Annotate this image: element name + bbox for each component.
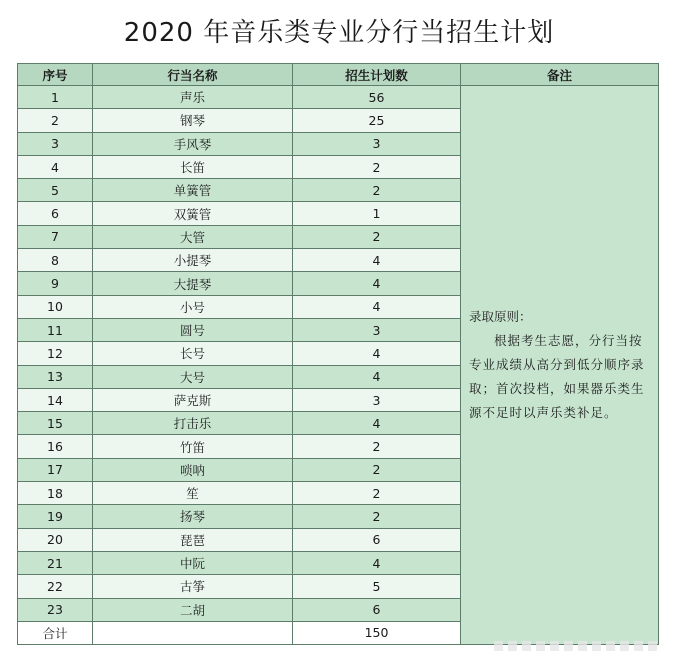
row-category-name: 打击乐 [93, 412, 293, 435]
row-plan-count: 2 [293, 225, 461, 248]
row-serial: 18 [18, 482, 93, 505]
row-plan-count: 3 [293, 388, 461, 411]
enrollment-plan-table [17, 63, 659, 645]
row-plan-count: 4 [293, 295, 461, 318]
row-serial: 20 [18, 528, 93, 551]
row-category-name: 小号 [93, 295, 293, 318]
row-serial: 14 [18, 388, 93, 411]
row-serial: 8 [18, 249, 93, 272]
table-row [18, 86, 659, 109]
row-category-name: 扬琴 [93, 505, 293, 528]
row-serial: 19 [18, 505, 93, 528]
row-category-name: 竹笛 [93, 435, 293, 458]
row-serial: 4 [18, 155, 93, 178]
row-plan-count: 4 [293, 365, 461, 388]
row-category-name: 大提琴 [93, 272, 293, 295]
row-plan-count: 2 [293, 435, 461, 458]
row-serial: 15 [18, 412, 93, 435]
row-plan-count: 25 [293, 109, 461, 132]
row-category-name: 长笛 [93, 155, 293, 178]
row-plan-count: 3 [293, 318, 461, 341]
row-serial: 7 [18, 225, 93, 248]
row-plan-count: 2 [293, 155, 461, 178]
row-plan-count: 3 [293, 132, 461, 155]
row-category-name: 单簧管 [93, 179, 293, 202]
row-plan-count: 2 [293, 482, 461, 505]
header-serial: 序号 [18, 64, 93, 86]
row-category-name: 圆号 [93, 318, 293, 341]
row-serial: 2 [18, 109, 93, 132]
row-serial: 22 [18, 575, 93, 598]
row-plan-count: 4 [293, 342, 461, 365]
row-category-name: 声乐 [93, 86, 293, 109]
row-serial: 17 [18, 458, 93, 481]
row-category-name: 萨克斯 [93, 388, 293, 411]
header-remarks: 备注 [461, 64, 659, 86]
row-category-name: 琵琶 [93, 528, 293, 551]
row-category-name: 唢呐 [93, 458, 293, 481]
row-plan-count: 6 [293, 528, 461, 551]
row-category-name: 钢琴 [93, 109, 293, 132]
table-header-row [18, 64, 659, 86]
row-serial: 12 [18, 342, 93, 365]
row-serial: 16 [18, 435, 93, 458]
row-serial: 1 [18, 86, 93, 109]
row-plan-count: 6 [293, 598, 461, 621]
row-plan-count: 4 [293, 551, 461, 574]
page-title: 2020 年音乐类专业分行当招生计划 [123, 18, 555, 48]
row-category-name: 大号 [93, 365, 293, 388]
row-serial: 13 [18, 365, 93, 388]
watermark [494, 641, 660, 651]
header-category-name: 行当名称 [93, 64, 293, 86]
row-serial: 10 [18, 295, 93, 318]
row-category-name: 中阮 [93, 551, 293, 574]
row-plan-count: 2 [293, 505, 461, 528]
row-serial: 11 [18, 318, 93, 341]
total-count: 150 [293, 621, 461, 644]
table-body [18, 86, 659, 645]
row-category-name: 二胡 [93, 598, 293, 621]
row-category-name: 双簧管 [93, 202, 293, 225]
remarks-heading: 录取原则： [469, 309, 532, 325]
row-plan-count: 2 [293, 458, 461, 481]
row-plan-count: 4 [293, 249, 461, 272]
row-category-name: 古筝 [93, 575, 293, 598]
row-plan-count: 4 [293, 412, 461, 435]
total-name [93, 621, 293, 644]
row-plan-count: 56 [293, 86, 461, 109]
row-category-name: 手风琴 [93, 132, 293, 155]
row-category-name: 小提琴 [93, 249, 293, 272]
row-serial: 6 [18, 202, 93, 225]
row-serial: 23 [18, 598, 93, 621]
row-plan-count: 2 [293, 179, 461, 202]
row-plan-count: 4 [293, 272, 461, 295]
remarks-body: 根据考生志愿，分行当按专业成绩从高分到低分顺序录取；首次投档，如果器乐类生源不足时以声乐类补足。 [469, 333, 645, 421]
row-plan-count: 5 [293, 575, 461, 598]
row-plan-count: 1 [293, 202, 461, 225]
row-serial: 21 [18, 551, 93, 574]
row-category-name: 大管 [93, 225, 293, 248]
row-serial: 5 [18, 179, 93, 202]
row-serial: 3 [18, 132, 93, 155]
row-category-name: 长号 [93, 342, 293, 365]
remarks-cell [461, 86, 659, 645]
row-category-name: 笙 [93, 482, 293, 505]
total-label: 合计 [18, 621, 93, 644]
row-serial: 9 [18, 272, 93, 295]
header-plan-count: 招生计划数 [293, 64, 461, 86]
